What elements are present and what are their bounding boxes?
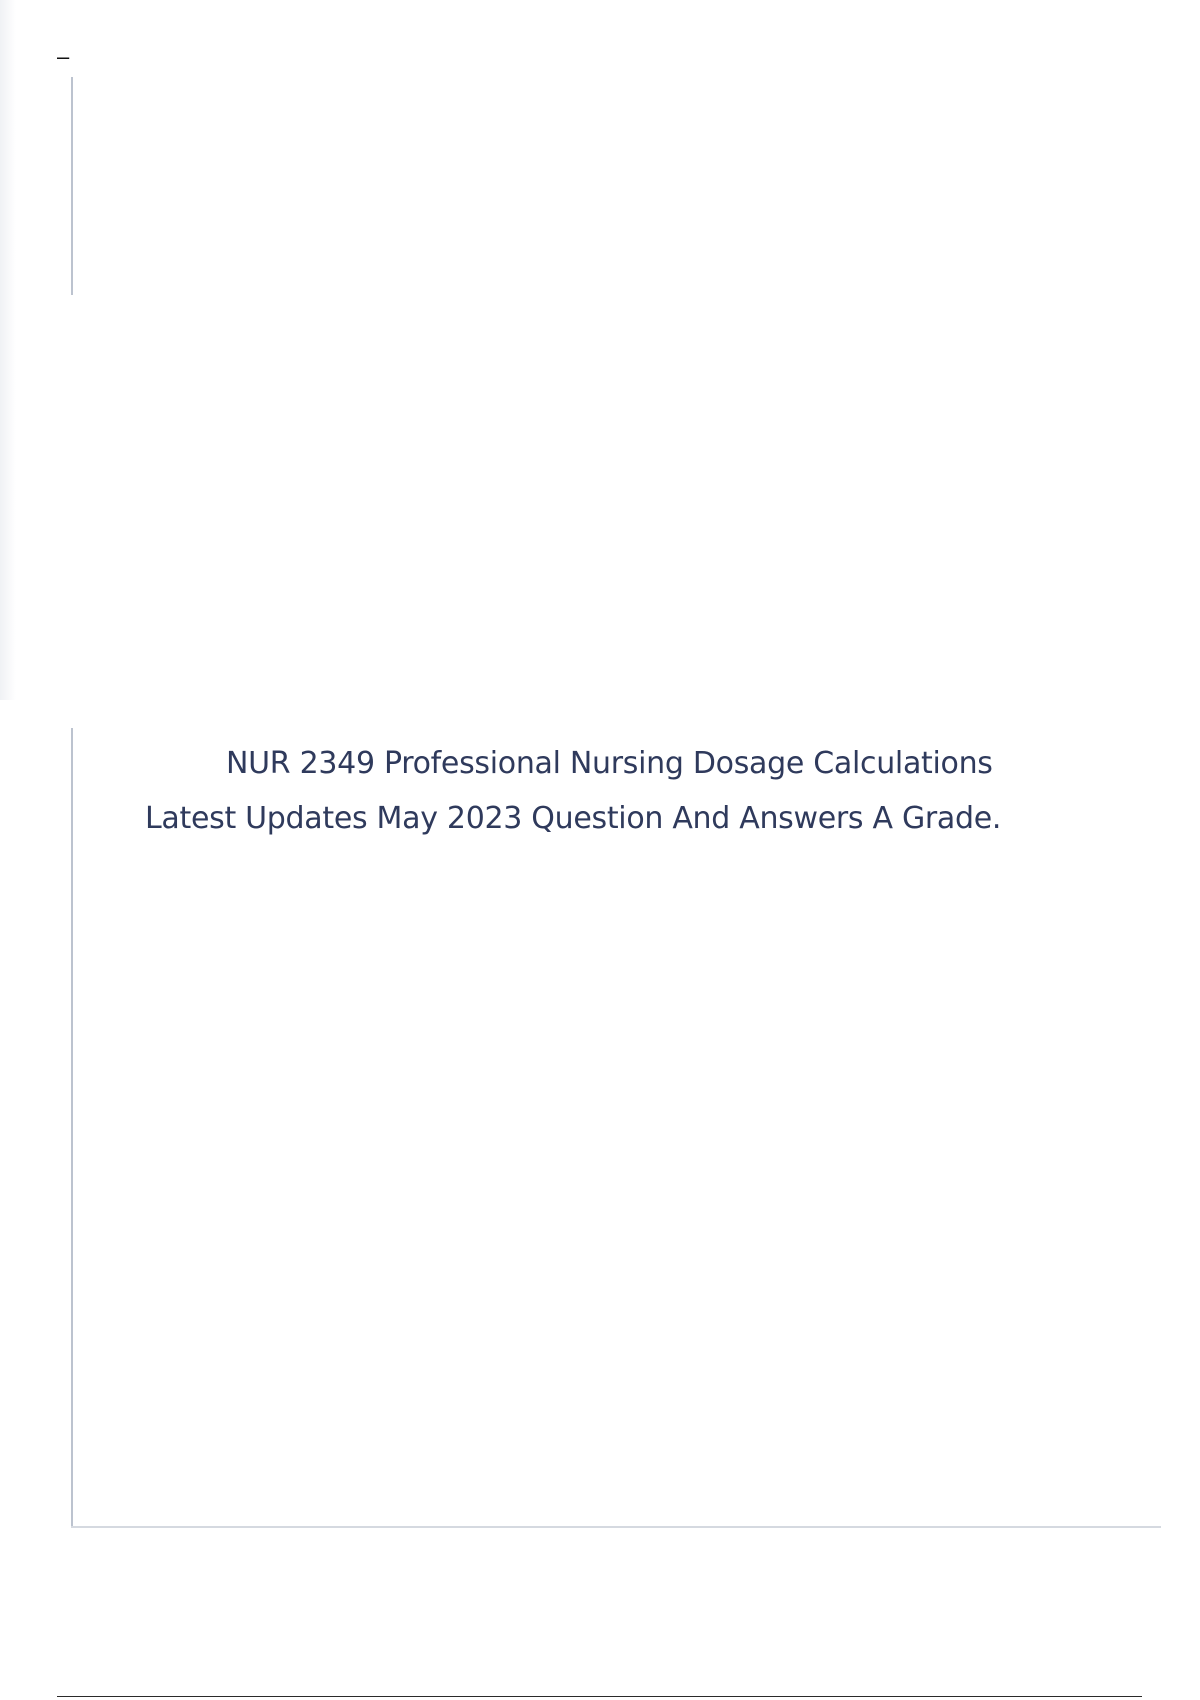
main-vertical-rule <box>71 728 73 1528</box>
footer-rule <box>57 1696 1142 1697</box>
page-edge-shadow <box>0 0 16 700</box>
title-line-1: NUR 2349 Professional Nursing Dosage Calculations <box>226 746 993 781</box>
title-line-2: Latest Updates May 2023 Question And Answers A Grade. <box>145 801 1002 836</box>
document-title <box>130 736 1080 846</box>
upper-vertical-rule <box>71 77 73 295</box>
corner-dash-mark: – <box>57 44 70 69</box>
bottom-horizontal-rule <box>71 1526 1161 1528</box>
